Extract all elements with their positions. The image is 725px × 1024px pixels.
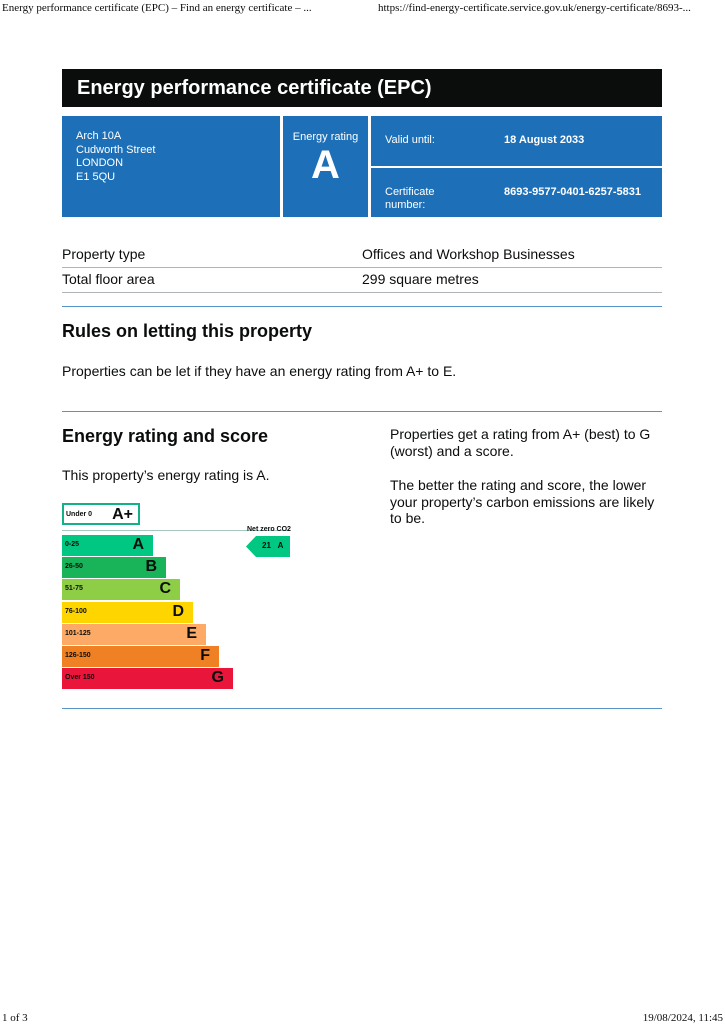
band-letter: C: [159, 580, 171, 598]
band-letter: A: [132, 536, 144, 553]
band-a: [62, 535, 153, 556]
band-letter: F: [200, 647, 210, 664]
section-divider: [62, 306, 662, 307]
band-range: 76-100: [65, 607, 87, 615]
page-title: Energy performance certificate (EPC): [62, 69, 662, 107]
band-c: [62, 579, 180, 600]
valid-until-value: 18 August 2033: [504, 134, 585, 146]
letting-text: Properties can be let if they have an energy rating from A+ to E.: [62, 363, 457, 379]
rating-explanation-2: The better the rating and score, the lower your property’s carbon emissions are likely to be.: [390, 477, 655, 526]
band-b: [62, 557, 166, 578]
rating-text: This property’s energy rating is A.: [62, 467, 270, 483]
section-divider: [62, 708, 662, 709]
address-panel: [62, 116, 280, 217]
band-range: 0-25: [65, 541, 80, 548]
section-divider: [62, 411, 662, 412]
property-type-label: Property type: [62, 246, 146, 262]
floor-area-row: [62, 267, 662, 293]
band-range: 51-75: [65, 585, 83, 593]
property-type-row: [62, 242, 662, 268]
band-aplus-letter: A+: [112, 506, 133, 523]
band-aplus-range: Under 0: [66, 511, 93, 518]
print-header-url: https://find-energy-certificate.service.gov.uk/energy-certificate/8693-...: [378, 2, 691, 14]
floor-area-value: 299 square metres: [362, 271, 479, 287]
band-range: 126-150: [65, 652, 91, 659]
band-f: [62, 646, 219, 667]
band-letter: G: [211, 669, 224, 687]
valid-until-label: Valid until:: [385, 134, 435, 146]
band-g: [62, 668, 233, 689]
address-line: E1 5QU: [76, 170, 116, 183]
energy-rating-panel: [283, 116, 368, 217]
band-e: [62, 624, 206, 645]
current-rating-letter: A: [277, 541, 284, 550]
rating-explanation-1: Properties get a rating from A+ (best) to G (worst) and a score.: [390, 426, 651, 459]
band-range: 101-125: [65, 629, 91, 637]
certificate-number-label-2: number:: [385, 199, 426, 211]
band-aplus: [62, 503, 140, 525]
band-range: 26-50: [65, 563, 83, 571]
band-letter: B: [145, 558, 157, 576]
letting-heading: Rules on letting this property: [62, 321, 313, 341]
rating-heading: Energy rating and score: [62, 426, 269, 446]
certificate-number-value: 8693-9577-0401-6257-5831: [504, 186, 642, 198]
current-rating-score: 21: [262, 541, 271, 550]
valid-until-panel: [371, 116, 662, 166]
address-line: Arch 10A: [76, 130, 122, 142]
address-line: LONDON: [76, 157, 124, 169]
band-letter: E: [186, 624, 197, 642]
energy-rating-value: A: [311, 143, 340, 187]
print-footer-datetime: 19/08/2024, 11:45: [642, 1012, 723, 1024]
certificate-number-label-1: Certificate: [385, 186, 435, 198]
band-d: [62, 602, 193, 623]
certificate-number-panel: [371, 168, 662, 217]
floor-area-label: Total floor area: [62, 271, 155, 287]
print-header-title: Energy performance certificate (EPC) – Find an energy certificate – ...: [2, 2, 312, 14]
address-line: Cudworth Street: [76, 143, 156, 156]
print-footer-page: 1 of 3: [2, 1012, 28, 1024]
band-range: Over 150: [65, 674, 95, 682]
band-letter: D: [172, 602, 184, 620]
current-rating-text: [262, 541, 283, 550]
net-zero-label: Net zero CO2: [247, 526, 291, 533]
energy-rating-label: Energy rating: [292, 131, 359, 143]
property-type-value: Offices and Workshop Businesses: [362, 246, 575, 262]
